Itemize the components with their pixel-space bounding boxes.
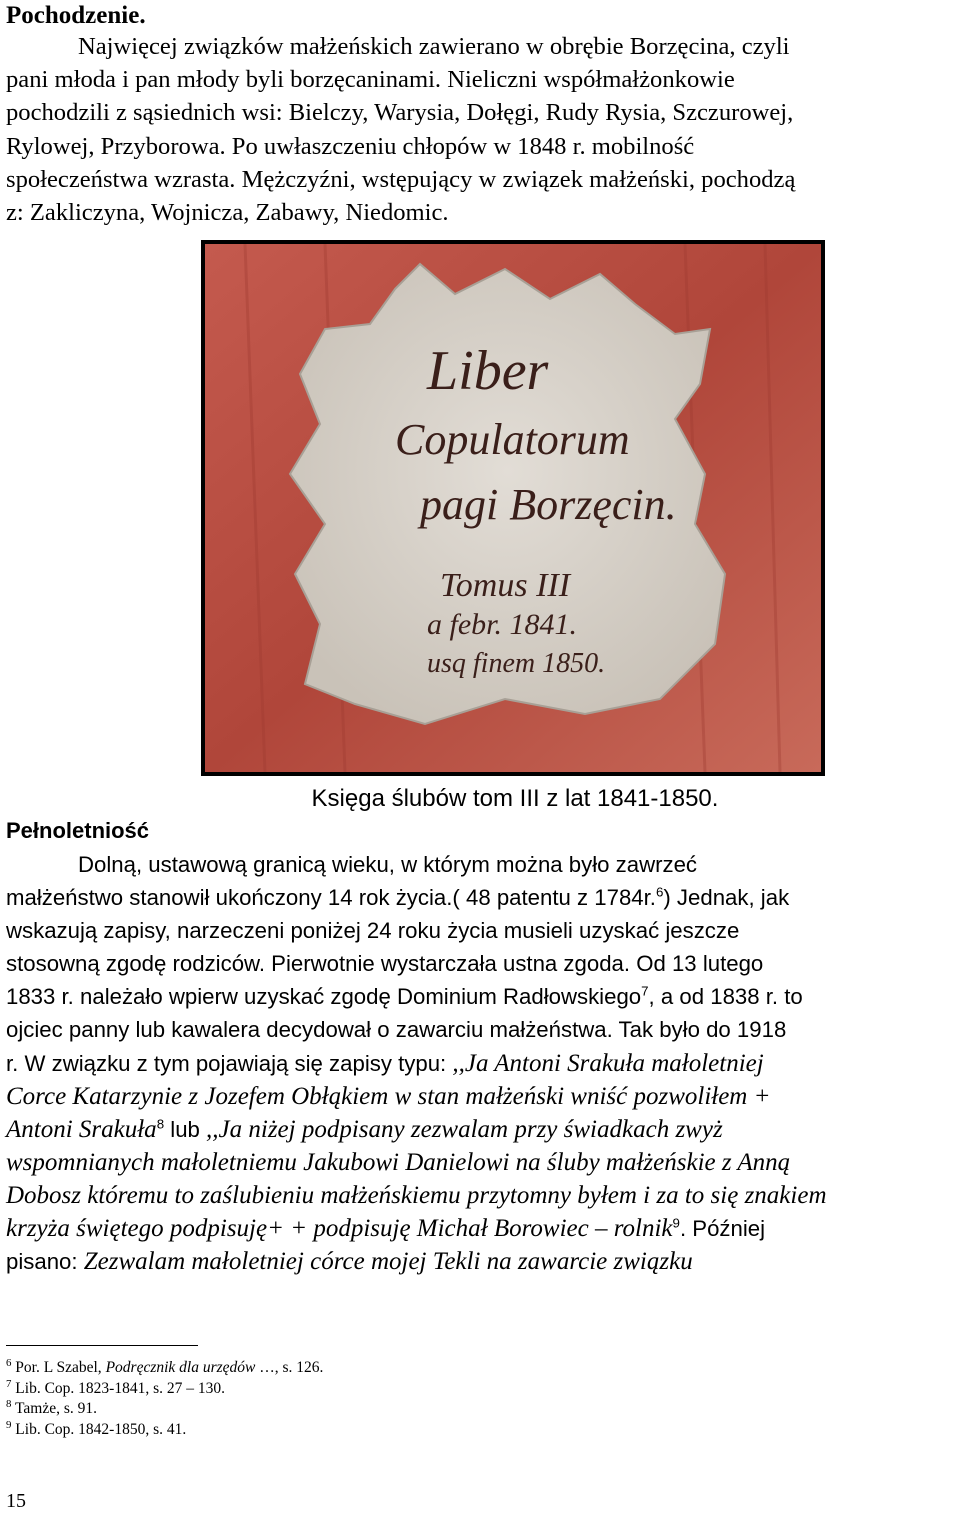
page-number: 15 [6, 1490, 26, 1512]
text-line: społeczeństwa wzrasta. Mężczyźni, wstępujący w związek małżeński, pochodzą [6, 165, 796, 193]
text-segment: lub [164, 1116, 207, 1142]
quote-italic: Corce Katarzynie z Jozefem Obłąkiem w stan małżeński wniść pozwoliłem + [6, 1082, 771, 1110]
text-line: pochodzili z sąsiednich wsi: Bielczy, Warysia, Dołęgi, Rudy Rysia, Szczurowej, [6, 99, 794, 127]
text-segment: 48 patentu z 1784r. [459, 885, 656, 911]
text-segment: ) Jednak, jak [663, 885, 790, 911]
footnote-title: Podręcznik dla urzędów [105, 1359, 256, 1376]
footnote-ref[interactable]: 7 [641, 983, 649, 999]
handwriting-line: pagi Borzęcin. [420, 480, 677, 529]
handwriting-line: Tomus III [440, 567, 571, 604]
figure-caption: Księga ślubów tom III z lat 1841-1850. [311, 785, 719, 812]
footnote-item [6, 1379, 323, 1400]
text-line: ojciec panny lub kawalera decydował o zawarciu małżeństwa. Tak było do 1918 [6, 1017, 787, 1043]
quote-italic: ,,Ja Antoni Srakuła małoletniej [452, 1049, 764, 1077]
footnote-text: Lib. Cop. 1823-1841, s. 27 – 130. [11, 1379, 225, 1397]
footnote-text: …, s. 126. [255, 1359, 324, 1376]
footnote-ref[interactable]: 6 [655, 884, 664, 900]
book-cover-photo [201, 240, 825, 776]
footnote-item [6, 1358, 323, 1379]
text-line: wskazują zapisy, narzeczeni poniżej 24 roku życia musieli uzyskać jeszcze [6, 918, 740, 944]
text-line: Dolną, ustawową granicą wieku, w którym można było zawrzeć [78, 852, 698, 877]
paragraph-adulthood [6, 848, 952, 1278]
text-segment: r. W związku z tym pojawiają się zapisy typu: [6, 1050, 453, 1076]
footnote-ref[interactable]: 9 [672, 1215, 680, 1231]
footnote-number: 7 [6, 1377, 12, 1390]
handwriting-line: Copulatorum [395, 415, 630, 464]
handwriting-line: Liber [427, 340, 549, 402]
footnote-item [6, 1420, 323, 1441]
footnote-number: 9 [6, 1418, 12, 1431]
footnote-text: Por. L Szabel, [11, 1359, 106, 1376]
footnote-ref[interactable]: 8 [156, 1116, 165, 1132]
text-segment: . Później [679, 1216, 766, 1242]
quote-italic: ,,Ja niżej podpisany zezwalam przy świadkach zwyż [206, 1115, 723, 1143]
footnote-item [6, 1399, 323, 1420]
book-cover-illustration [205, 244, 821, 772]
text-line: Rylowej, Przyborowa. Po uwłaszczeniu chłopów w 1848 r. mobilność [6, 132, 695, 160]
text-line: z: Zakliczyna, Wojnicza, Zabawy, Niedomic. [6, 199, 449, 227]
handwriting-line: a febr. 1841. [427, 608, 577, 641]
paragraph-origin [6, 30, 952, 229]
handwriting-line: usq finem 1850. [427, 648, 606, 679]
text-segment: , a od 1838 r. to [648, 984, 803, 1010]
footnote-number: 8 [6, 1397, 12, 1410]
footnotes [6, 1358, 323, 1440]
quote-italic: Dobosz któremu to zaślubieniu małżeńskiemu przytomny byłem i za to się znakiem [6, 1181, 827, 1209]
quote-italic: krzyża świętego podpisuję+ + podpisuję Michał Borowiec – rolnik [6, 1215, 673, 1243]
text-line: stosowną zgodę rodziców. Pierwotnie wystarczała ustna zgoda. Od 13 lutego [6, 951, 764, 977]
footnote-text: Tamże, s. 91. [11, 1400, 98, 1417]
quote-italic: Zezwalam małoletniej córce mojej Tekli na zawarcie związku [83, 1248, 693, 1276]
quote-italic: wspomnianych małoletniemu Jakubowi Danielowi na śluby małżeńskie z Anną [6, 1148, 791, 1176]
section-heading-origin: Pochodzenie. [6, 2, 146, 29]
footnote-text: Lib. Cop. 1842-1850, s. 41. [11, 1420, 187, 1438]
section-heading-adulthood: Pełnoletniość [6, 818, 150, 843]
quote-italic: Antoni Srakuła [6, 1115, 157, 1143]
text-line: Najwięcej związków małżeńskich zawierano w obrębie Borzęcina, czyli [78, 33, 790, 60]
text-segment: pisano: [6, 1249, 84, 1275]
footnote-number: 6 [6, 1356, 12, 1369]
text-line: pani młoda i pan młody byli borzęcaninami. Nieliczni współmałżonkowie [6, 66, 735, 94]
text-segment: małżeństwo stanowił ukończony 14 rok życia.( [6, 885, 460, 911]
text-segment: 1833 r. należało wpierw uzyskać zgodę Dominium Radłowskiego [6, 984, 642, 1010]
footnote-divider [6, 1345, 198, 1346]
